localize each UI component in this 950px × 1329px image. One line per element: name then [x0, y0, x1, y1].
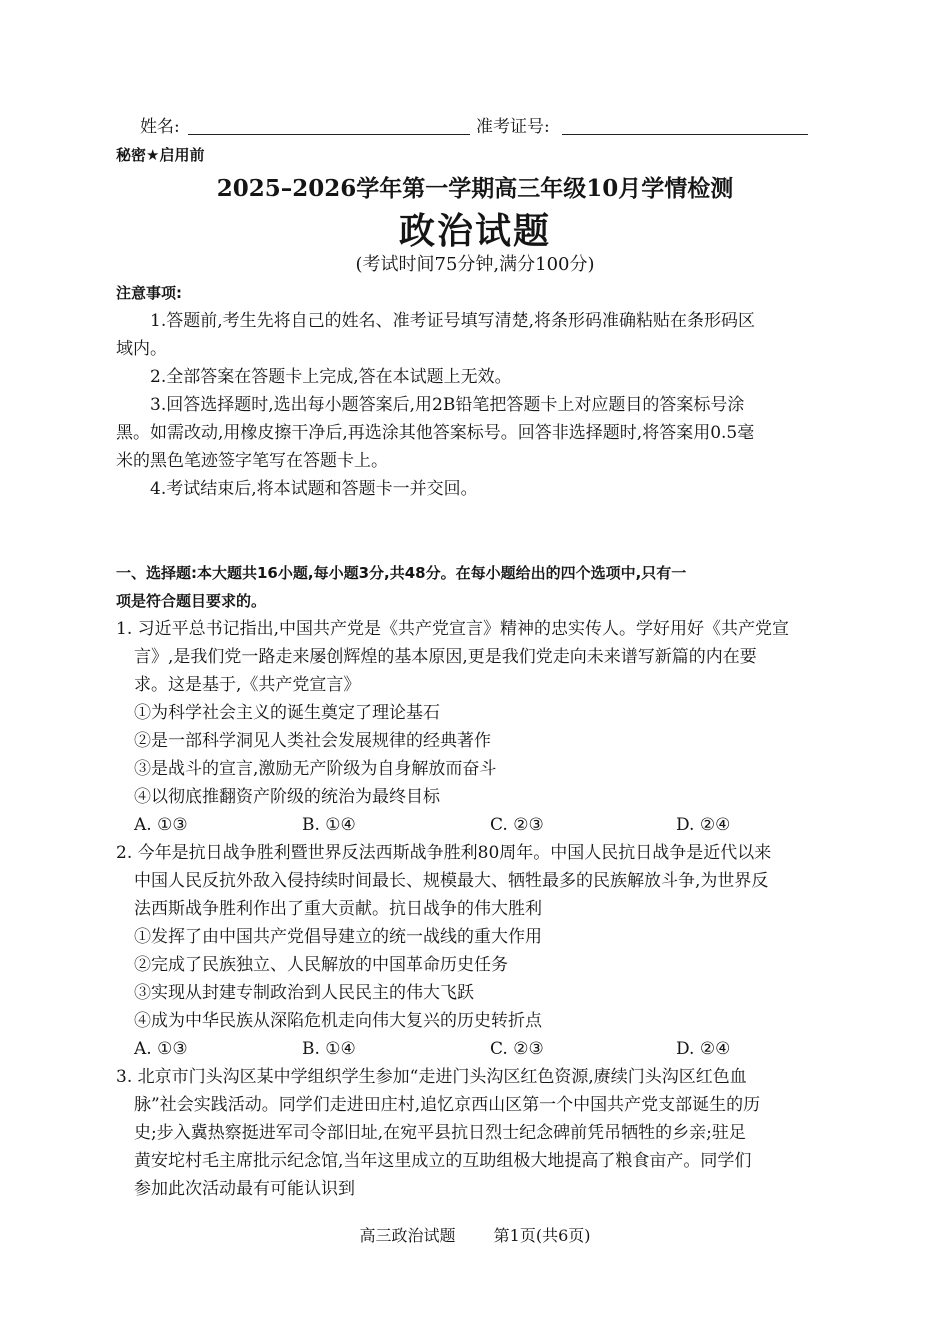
- notice-line: 黑。如需改动,用橡皮擦干净后,再选涂其他答案标号。回答非选择题时,将答案用0.5毫: [116, 423, 755, 443]
- question-item: ③是战斗的宣言,激励无产阶级为自身解放而奋斗: [134, 759, 497, 779]
- exam-id-label: 准考证号:: [476, 117, 550, 137]
- notice-heading: 注意事项:: [116, 284, 182, 302]
- option-d: D. ②④: [676, 815, 731, 835]
- exam-info: (考试时间75分钟,满分100分): [355, 254, 595, 275]
- name-underline: [188, 134, 470, 135]
- question-stem: 3. 北京市门头沟区某中学组织学生参加“走进门头沟区红色资源,赓续门头沟区红色血: [116, 1067, 747, 1087]
- question-item: ③实现从封建专制政治到人民民主的伟大飞跃: [134, 983, 474, 1003]
- question-stem: 参加此次活动最有可能认识到: [134, 1179, 355, 1199]
- question-stem: 中国人民反抗外敌入侵持续时间最长、规模最大、牺牲最多的民族解放斗争,为世界反: [134, 871, 769, 891]
- question-stem: 求。这是基于,《共产党宣言》: [134, 675, 361, 695]
- footer-page-number: 第1页(共6页): [493, 1226, 591, 1245]
- option-b: B. ①④: [302, 815, 356, 835]
- exam-title: 2025–2026学年第一学期高三年级10月学情检测: [216, 175, 734, 202]
- question-item: ④以彻底推翻资产阶级的统治为最终目标: [134, 787, 440, 807]
- option-a: A. ①③: [134, 815, 188, 835]
- secret-mark: 秘密★启用前: [116, 146, 205, 164]
- option-a: A. ①③: [134, 1039, 188, 1059]
- notice-line: 1.答题前,考生先将自己的姓名、准考证号填写清楚,将条形码准确粘贴在条形码区: [150, 311, 756, 331]
- footer-subject: 高三政治试题: [359, 1226, 456, 1245]
- question-item: ①为科学社会主义的诞生奠定了理论基石: [134, 703, 440, 723]
- question-stem: 言》,是我们党一路走来屡创辉煌的基本原因,更是我们党走向未来谱写新篇的内在要: [134, 647, 757, 667]
- question-item: ②完成了民族独立、人民解放的中国革命历史任务: [134, 955, 508, 975]
- question-stem: 2. 今年是抗日战争胜利暨世界反法西斯战争胜利80周年。中国人民抗日战争是近代以来: [116, 843, 772, 863]
- question-stem: 1. 习近平总书记指出,中国共产党是《共产党宣言》精神的忠实传人。学好用好《共产党宣: [116, 619, 790, 639]
- exam-id-underline: [562, 134, 808, 135]
- option-b: B. ①④: [302, 1039, 356, 1059]
- question-stem: 法西斯战争胜利作出了重大贡献。抗日战争的伟大胜利: [134, 899, 542, 919]
- notice-line: 域内。: [116, 339, 167, 359]
- option-d: D. ②④: [676, 1039, 731, 1059]
- notice-line: 2.全部答案在答题卡上完成,答在本试题上无效。: [150, 367, 512, 387]
- page-footer: [0, 1223, 950, 1246]
- name-label: 姓名:: [140, 117, 180, 137]
- notice-line: 3.回答选择题时,选出每小题答案后,用2B铅笔把答题卡上对应题目的答案标号涂: [150, 395, 745, 415]
- option-c: C. ②③: [490, 1039, 544, 1059]
- option-c: C. ②③: [490, 815, 544, 835]
- question-stem: 史;步入冀热察挺进军司令部旧址,在宛平县抗日烈士纪念碑前凭吊牺牲的乡亲;驻足: [134, 1123, 746, 1143]
- question-item: ④成为中华民族从深陷危机走向伟大复兴的历史转折点: [134, 1011, 542, 1031]
- section-heading: 项是符合题目要求的。: [116, 592, 267, 610]
- notice-line: 4.考试结束后,将本试题和答题卡一并交回。: [150, 479, 478, 499]
- section-heading: 一、选择题:本大题共16小题,每小题3分,共48分。在每小题给出的四个选项中,只有一: [116, 564, 687, 582]
- notice-line: 米的黑色笔迹签字笔写在答题卡上。: [116, 451, 388, 471]
- question-stem: 黄安坨村毛主席批示纪念馆,当年这里成立的互助组极大地提高了粮食亩产。同学们: [134, 1151, 752, 1171]
- subject-title: 政治试题: [398, 210, 551, 252]
- question-item: ②是一部科学洞见人类社会发展规律的经典著作: [134, 731, 491, 751]
- question-item: ①发挥了由中国共产党倡导建立的统一战线的重大作用: [134, 927, 542, 947]
- question-stem: 脉”社会实践活动。同学们走进田庄村,追忆京西山区第一个中国共产党支部诞生的历: [134, 1095, 761, 1115]
